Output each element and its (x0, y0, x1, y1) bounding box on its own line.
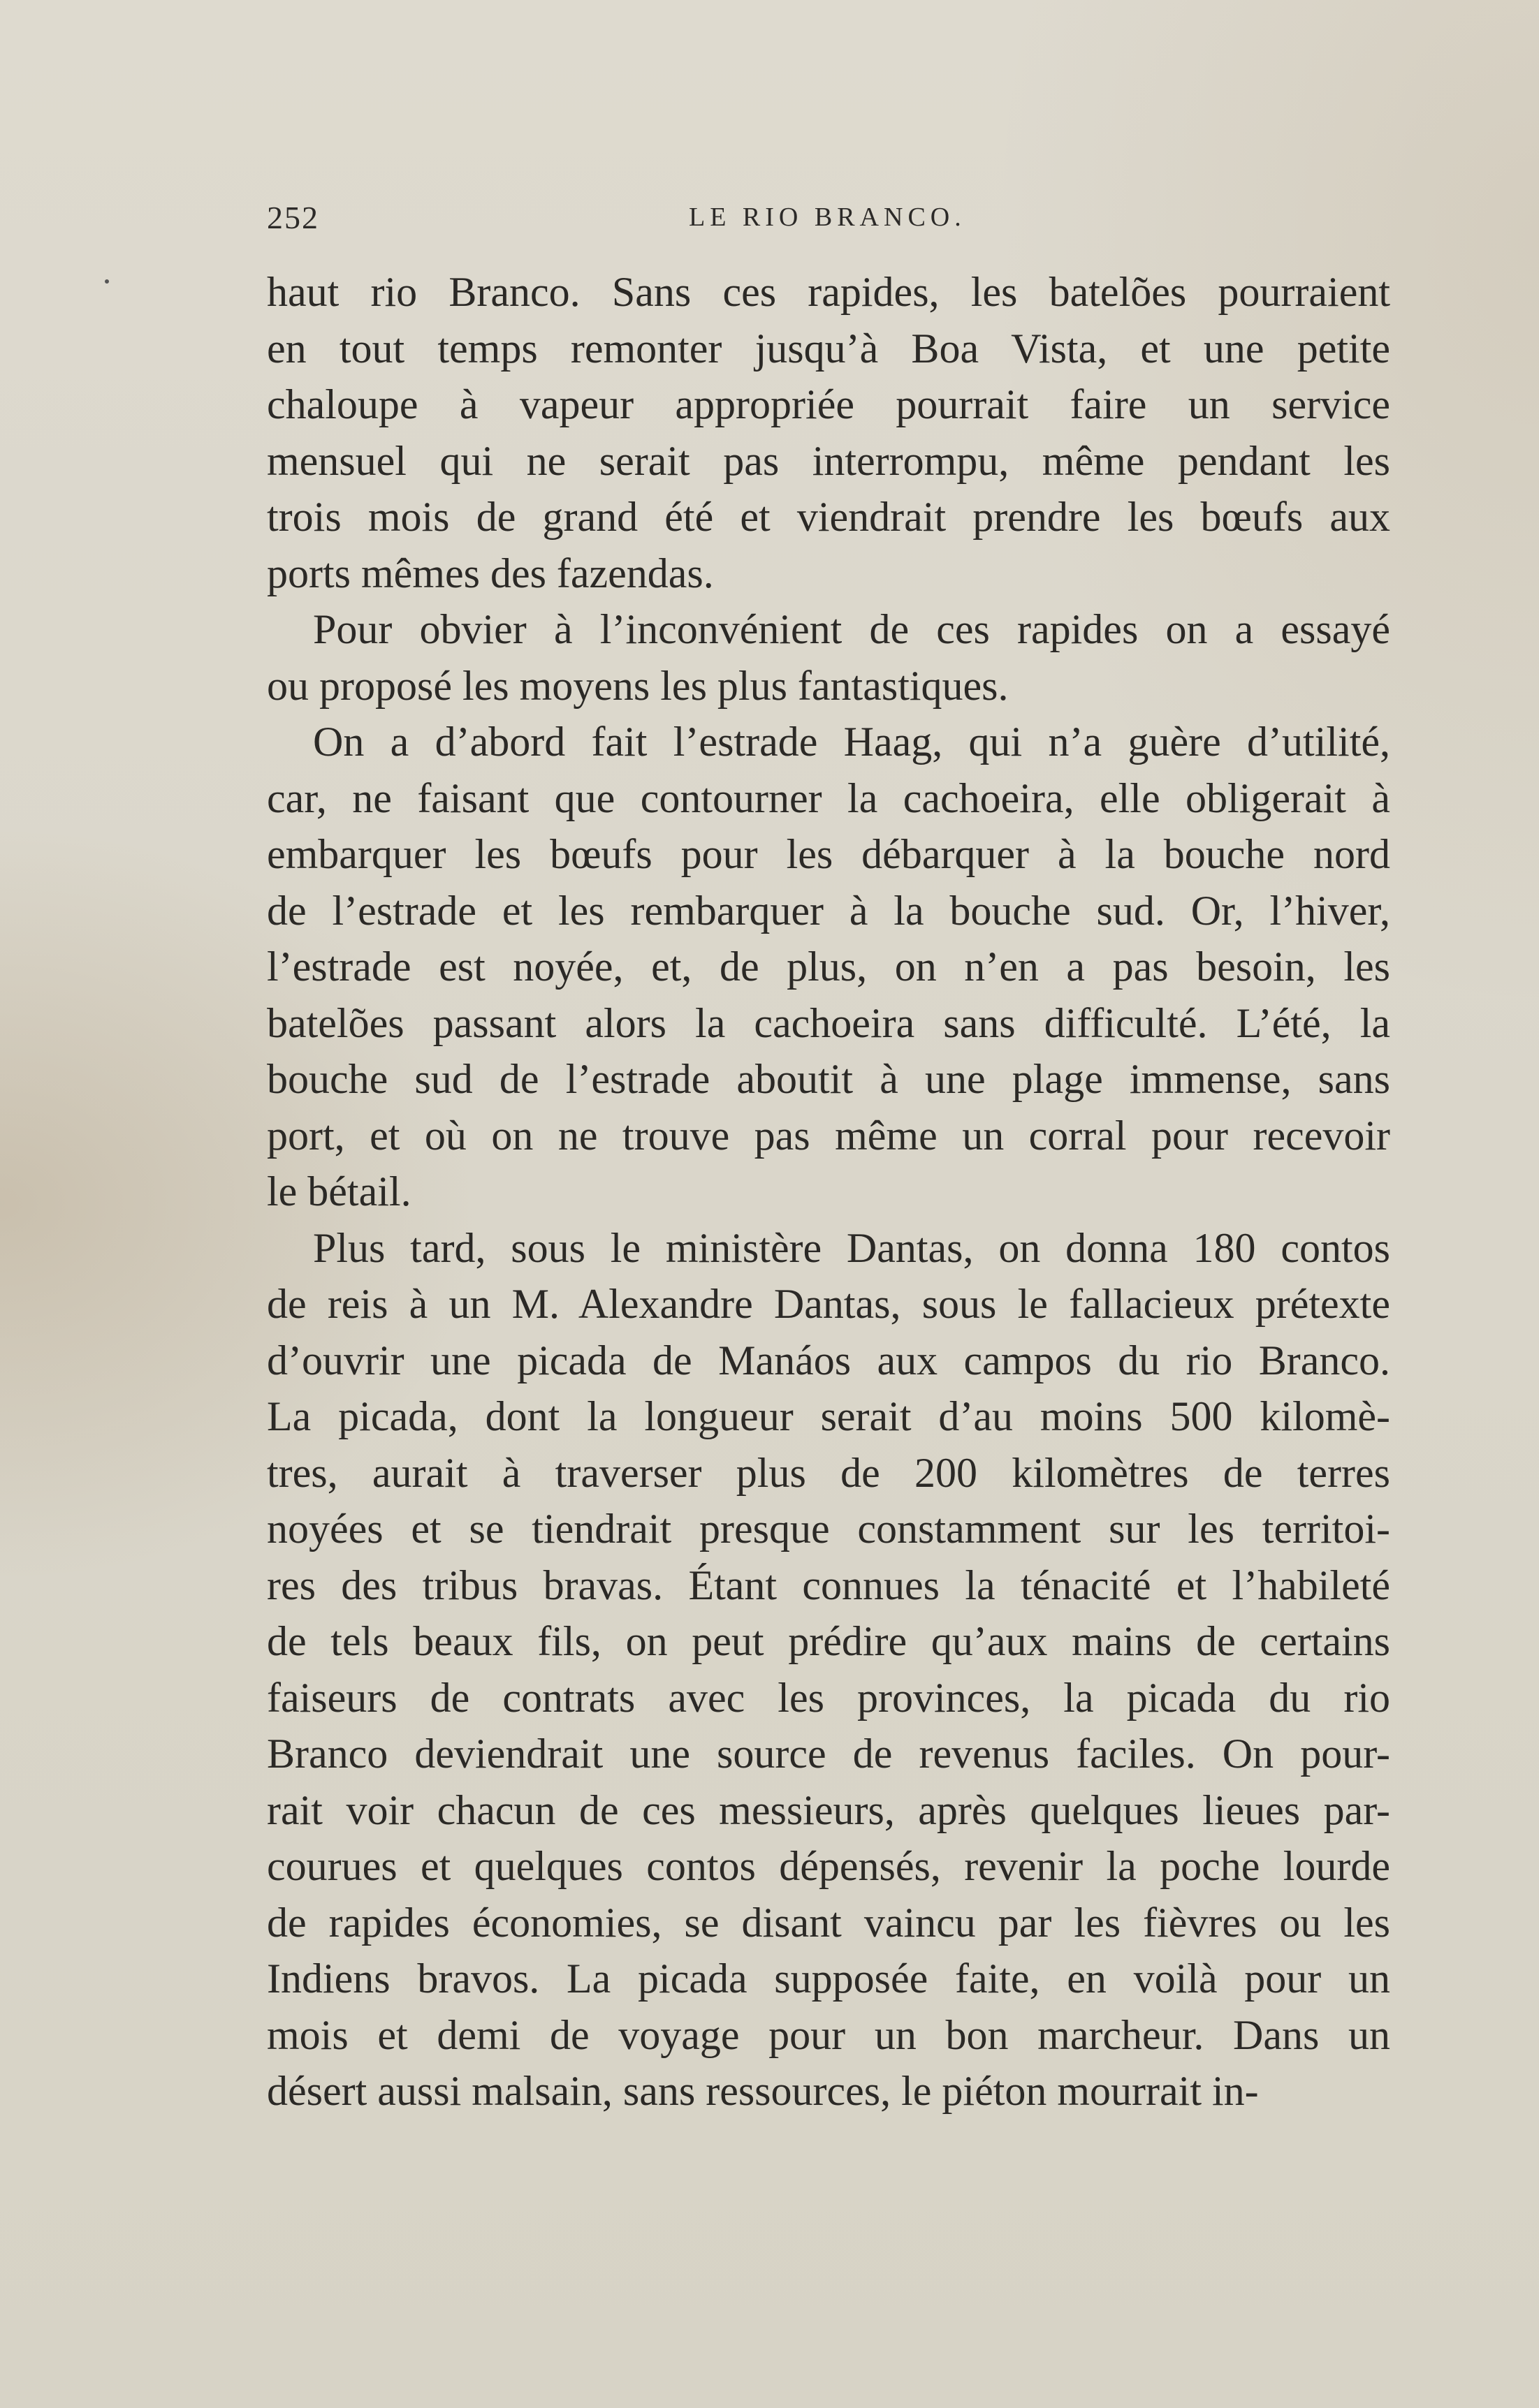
page-number: 252 (267, 200, 319, 235)
text-line: res des tribus bravas. Étant connues la ténacité et l’habileté (267, 1562, 1390, 1608)
text-line: On a d’abord fait l’estrade Haag, qui n’a guère d’utilité, (313, 719, 1390, 765)
text-line: Pour obvier à l’inconvénient de ces rapides on a essayé (313, 606, 1390, 652)
text-line: le bétail. (267, 1168, 411, 1214)
text-line: courues et quelques contos dépensés, revenir la poche lourde (267, 1843, 1390, 1889)
paragraph (267, 601, 1390, 714)
text-line: désert aussi malsain, sans ressources, le piéton mourrait in- (267, 2068, 1259, 2114)
text-line: tres, aurait à traverser plus de 200 kilomètres de terres (267, 1449, 1390, 1496)
text-line: embarquer les bœufs pour les débarquer à la bouche nord (267, 831, 1390, 877)
text-line: Branco deviendrait une source de revenus faciles. On pour- (267, 1731, 1390, 1777)
text-line: car, ne faisant que contourner la cachoeira, elle obligerait à (267, 774, 1390, 821)
text-line: port, et où on ne trouve pas même un corral pour recevoir (267, 1112, 1390, 1159)
text-line: faiseurs de contrats avec les provinces, la picada du rio (267, 1674, 1390, 1721)
paragraph (267, 714, 1390, 1220)
text-line: noyées et se tiendrait presque constamment sur les territoi- (267, 1506, 1390, 1552)
text-line: mois et demi de voyage pour un bon marcheur. Dans un (267, 2011, 1390, 2058)
paragraph (267, 1220, 1390, 2120)
text-line: haut rio Branco. Sans ces rapides, les batelões pourraient (267, 269, 1390, 315)
text-line: d’ouvrir une picada de Manáos aux campos du rio Branco. (267, 1337, 1390, 1383)
text-line: de l’estrade et les rembarquer à la bouche sud. Or, l’hiver, (267, 887, 1390, 934)
text-line: de tels beaux fils, on peut prédire qu’aux mains de certains (267, 1618, 1390, 1664)
paper-speck (105, 279, 109, 284)
text-line: Indiens bravos. La picada supposée faite, en voilà pour un (267, 1955, 1390, 2002)
text-line: de rapides économies, se disant vaincu par les fièvres ou les (267, 1899, 1390, 1946)
text-line: batelões passant alors la cachoeira sans difficulté. L’été, la (267, 999, 1390, 1046)
text-line: trois mois de grand été et viendrait prendre les bœufs aux (267, 494, 1390, 540)
running-title: LE RIO BRANCO. (689, 203, 966, 232)
text-line: Plus tard, sous le ministère Dantas, on donna 180 contos (313, 1224, 1390, 1271)
body-text (267, 264, 1390, 2120)
text-line: chaloupe à vapeur appropriée pourrait faire un service (267, 381, 1390, 427)
paragraph (267, 264, 1390, 601)
running-head (267, 199, 1385, 241)
text-line: en tout temps remonter jusqu’à Boa Vista, et une petite (267, 325, 1390, 372)
text-line: l’estrade est noyée, et, de plus, on n’en a pas besoin, les (267, 944, 1390, 990)
text-line: La picada, dont la longueur serait d’au moins 500 kilomè- (267, 1393, 1390, 1439)
text-line: ports mêmes des fazendas. (267, 550, 714, 596)
text-line: bouche sud de l’estrade aboutit à une plage immense, sans (267, 1056, 1390, 1102)
text-line: de reis à un M. Alexandre Dantas, sous le fallacieux prétexte (267, 1281, 1390, 1327)
text-line: rait voir chacun de ces messieurs, après quelques lieues par- (267, 1786, 1390, 1833)
text-line: mensuel qui ne serait pas interrompu, même pendant les (267, 437, 1390, 484)
text-line: ou proposé les moyens les plus fantastiques. (267, 662, 1009, 709)
